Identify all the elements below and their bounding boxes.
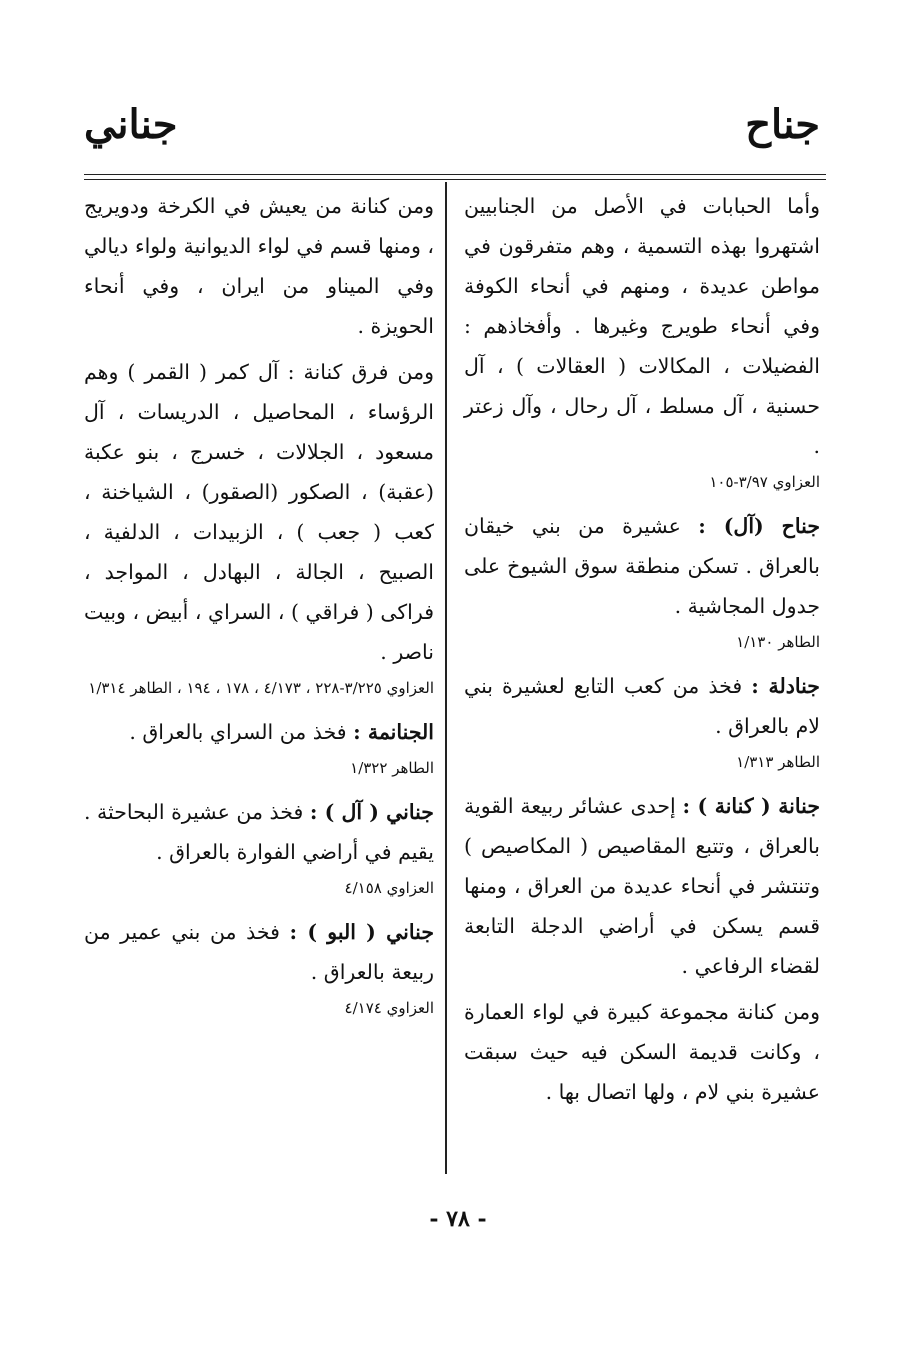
entry-text: فخذ من عشيرة البحاحثة . يقيم في أراضي الفوارة بالعراق . <box>84 800 434 864</box>
reference: العزاوي ٣/٩٧-١٠٥ <box>709 473 820 491</box>
running-head-left: جناني <box>84 101 178 148</box>
paragraph: ومن كنانة من يعيش في الكرخة ودويريج ، ومنها قسم في لواء الديوانية ولواء ديالي وفي الميناو من ايران ، وفي أنحاء الحويزة . <box>84 194 434 338</box>
entry-text: فخذ من بني عمير من ربيعة بالعراق . <box>84 920 434 984</box>
reference: العزاوي ٤/١٧٤ <box>344 999 434 1017</box>
entry-janamia <box>84 712 434 752</box>
entry-janani-al <box>84 792 434 872</box>
paragraph: ومن فرق كنانة : آل كمر ( القمر ) وهم الرؤساء ، المحاصيل ، الدريسات ، آل مسعود ، الجلالات ، خسرج ، بنو عكبة (عقبة) ، الصكور (الصقور) ، الشياخنة ، كعب ( جعب ) ، الزبيدات ، الدلفية ، الصبيح ، الجالة ، البهادل ، المواجد ، فراكى ( فراقي ) ، السراي ، أبيض ، وبيت ناصر . <box>84 360 434 664</box>
entry-heading: جناني ( آل ) : <box>309 800 434 824</box>
left-column <box>84 186 434 1032</box>
paragraph: ومن كنانة مجموعة كبيرة في لواء العمارة ، وكانت قديمة السكن فيه حيث سبقت عشيرة بني لام ، ولها اتصال بها . <box>464 1000 820 1104</box>
right-column <box>464 186 820 1112</box>
entry-heading: جنانة ( كنانة ) : <box>682 794 820 818</box>
column-divider <box>445 182 447 1174</box>
reference: العزاوي ٣/٢٢٥-٢٢٨ ، ٤/١٧٣ ، ١٧٨ ، ١٩٤ ، الطاهر ١/٣١٤ <box>88 679 434 697</box>
entry-heading: الجنانمة : <box>353 720 434 744</box>
entry-janana <box>464 786 820 986</box>
paragraph: وأما الحبابات في الأصل من الجنابيين اشتهروا بهذه التسمية ، وهم متفرقون في مواطن عديدة ، ومنهم في أنحاء الكوفة وفي أنحاء طويرج وغيرها . وأفخاذهم : الفضيلات ، المكالات ( العقالات ) ، آل حسنية ، آل مسلط ، آل رحال ، وآل زعتر . <box>464 194 820 458</box>
entry-heading: جناني ( البو ) : <box>289 920 434 944</box>
entry-jannah <box>464 506 820 626</box>
running-head-right: جناح <box>745 101 820 148</box>
reference: العزاوي ٤/١٥٨ <box>344 879 434 897</box>
entry-janani-albu <box>84 912 434 992</box>
entry-text: فخذ من السراي بالعراق . <box>129 720 347 744</box>
entry-janadila <box>464 666 820 746</box>
entry-heading: جنادلة : <box>751 674 820 698</box>
entry-text: فخذ من كعب التابع لعشيرة بني لام بالعراق . <box>464 674 820 738</box>
reference: الطاهر ١/٣٢٢ <box>350 759 434 777</box>
reference: الطاهر ١/١٣٠ <box>736 633 820 651</box>
entry-heading: جناح (آل) : <box>698 514 821 538</box>
page-number: - ٧٨ - <box>429 1206 487 1232</box>
entry-text: إحدى عشائر ربيعة القوية بالعراق ، وتتبع المقاصيص ( المكاصيص ) وتنتشر في أنحاء عديدة من العراق ، ومنها قسم يسكن في أراضي الدجلة التابعة لقضاء الرفاعي . <box>464 794 820 978</box>
header-rule-bottom <box>84 179 826 180</box>
entry-text: عشيرة من بني خيقان بالعراق . تسكن منطقة سوق الشيوخ على جدول المجاشية . <box>464 514 820 618</box>
header-rule-top <box>84 174 826 175</box>
reference: الطاهر ١/٣١٣ <box>736 753 820 771</box>
